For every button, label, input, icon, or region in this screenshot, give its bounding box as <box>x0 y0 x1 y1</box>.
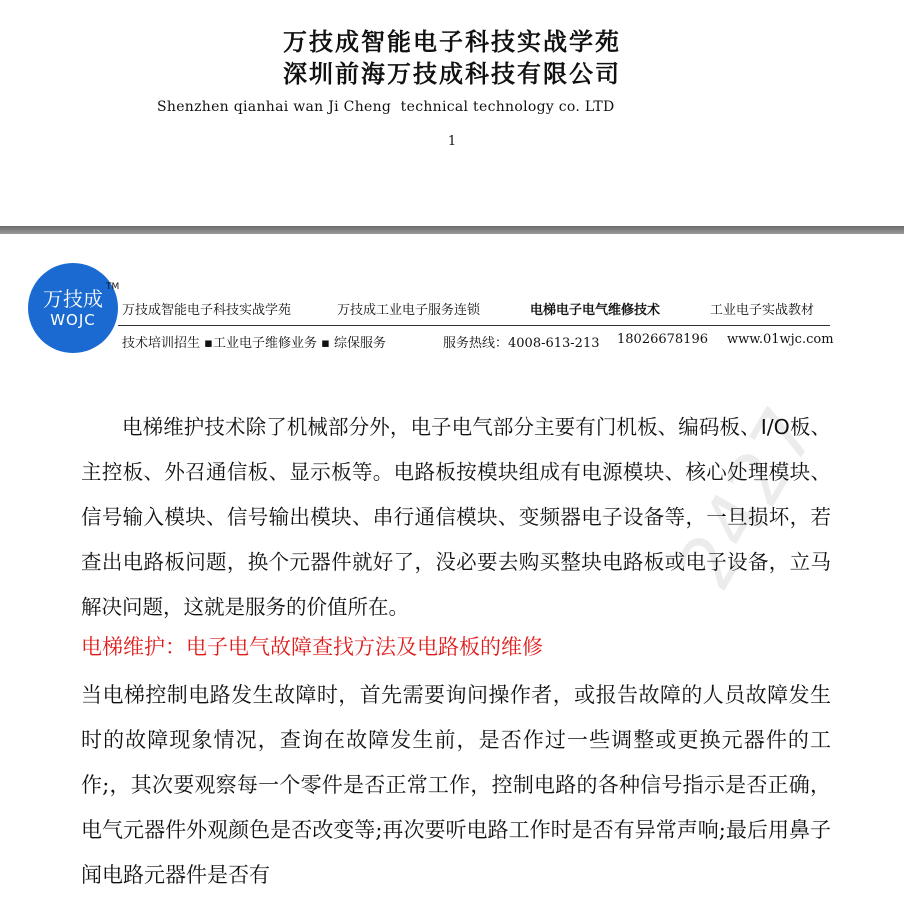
nav-item-service-chain: 万技成工业电子服务连锁 <box>337 303 481 318</box>
wojc-logo <box>28 263 118 353</box>
services-list: 技术培训招生 ▪工业电子维修业务 ▪ 综保服务 <box>122 336 387 351</box>
section-heading: 电梯维护：电子电气故障查找方法及电路板的维修 <box>81 635 543 659</box>
company-title-1: 万技成智能电子科技实战学苑 <box>283 27 621 56</box>
mobile-number: 18026678196 <box>617 332 708 347</box>
logo-name: 万技成 <box>43 287 103 311</box>
logo-english: WOJC <box>50 311 96 329</box>
page-divider <box>0 226 904 234</box>
page-number: 1 <box>447 134 457 149</box>
nav-item-textbook: 工业电子实战教材 <box>710 303 815 318</box>
previous-page-header <box>0 0 904 225</box>
watermark: 2427 <box>660 392 834 605</box>
company-title-2: 深圳前海万技成科技有限公司 <box>283 59 621 88</box>
intro-paragraph: 电梯维护技术除了机械部分外，电子电气部分主要有门机板、编码板、I/O板、主控板、外召通信板、显示板等。电路板按模块组成有电源模块、核心处理模块、信号输入模块、信号输出模块、串行通信模块、变频器电子设备等，一旦损坏，若查出电路板问题，换个元器件就好了，没必要去购买整块电路板或电子设备，立马解决问题，这就是服务的价值所在。 <box>81 415 831 619</box>
nav-item-academy: 万技成智能电子科技实战学苑 <box>122 303 292 318</box>
company-english-name: Shenzhen qianhai wan Ji Cheng technical technology co. LTD <box>157 99 615 115</box>
nav-item-elevator-repair: 电梯电子电气维修技术 <box>530 303 661 318</box>
trademark-mark: TM <box>106 282 120 292</box>
website: www.01wjc.com <box>727 332 834 347</box>
hotline: 服务热线：4008-613-213 <box>443 336 600 351</box>
header-rule <box>118 325 830 326</box>
body-paragraph: 当电梯控制电路发生故障时，首先需要询问操作者，或报告故障的人员故障发生时的故障现象情况，查询在故障发生前，是否作过一些调整或更换元器件的工作;，其次要观察每一个零件是否正常工作，控制电路的各种信号指示是否正确，电气元器件外观颜色是否改变等;再次要听电路工作时是否有异常声响;最后用鼻子闻电路元器件是否有 <box>81 683 831 887</box>
